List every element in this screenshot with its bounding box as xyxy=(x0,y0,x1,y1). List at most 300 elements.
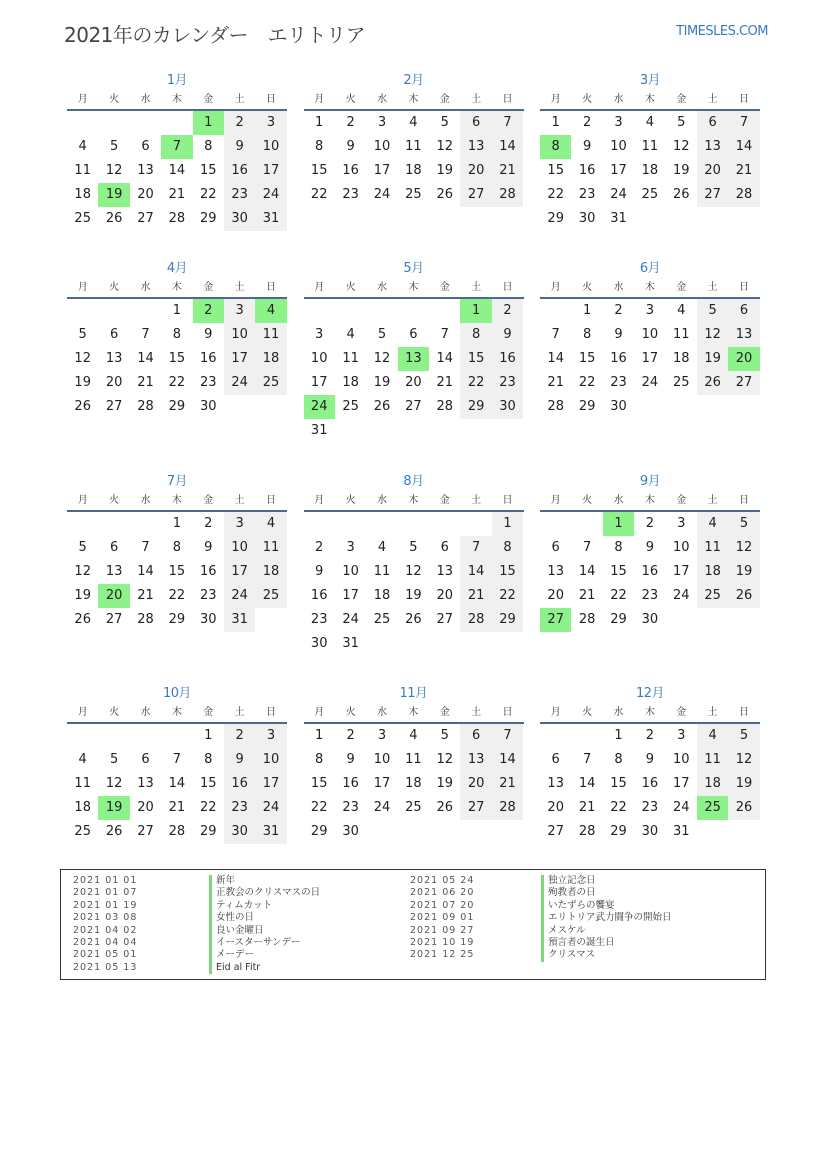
day-cell: 5 xyxy=(728,724,759,748)
empty-cell xyxy=(398,512,429,536)
day-cell: 30 xyxy=(578,211,596,226)
holiday-date: 2021 01 07 xyxy=(73,887,138,899)
weekday-label: 月 xyxy=(314,707,325,718)
day-cell: 10 xyxy=(255,748,286,772)
weekday-header xyxy=(540,279,760,299)
day-cell: 3 xyxy=(346,540,355,555)
day-cell: 28 xyxy=(492,183,523,207)
holiday-name: 新年 xyxy=(209,875,320,887)
day-cell: 4 xyxy=(409,728,418,743)
day-cell: 19 xyxy=(728,772,759,796)
empty-cell xyxy=(98,512,129,536)
holiday-day-cell: 1 xyxy=(193,111,224,135)
day-cell: 3 xyxy=(377,728,387,743)
weekday-label: 木 xyxy=(408,495,419,506)
day-cell: 13 xyxy=(105,351,123,366)
day-cell: 15 xyxy=(492,560,523,584)
day-cell: 16 xyxy=(578,163,596,178)
weekday-label: 土 xyxy=(471,495,482,506)
weekday-label: 火 xyxy=(109,282,120,293)
day-cell: 31 xyxy=(255,207,286,231)
holiday-day-cell: 19 xyxy=(98,796,129,820)
holiday-date: 2021 09 01 xyxy=(410,912,475,924)
day-cell: 25 xyxy=(255,584,286,608)
day-cell: 12 xyxy=(405,564,422,579)
day-cell: 9 xyxy=(346,752,355,767)
day-cell: 20 xyxy=(460,772,491,796)
day-cell: 18 xyxy=(697,560,728,584)
month-row xyxy=(67,260,760,473)
day-cell: 26 xyxy=(74,612,91,627)
day-cell: 27 xyxy=(105,399,123,414)
day-grid xyxy=(304,724,524,844)
day-cell: 11 xyxy=(697,536,728,560)
day-cell: 9 xyxy=(204,540,213,555)
day-cell: 6 xyxy=(460,111,491,135)
weekday-label: 水 xyxy=(613,94,624,105)
month-name: 5月 xyxy=(403,261,424,276)
weekday-label: 月 xyxy=(77,707,88,718)
holiday-name: ティムカット xyxy=(209,900,320,912)
day-cell: 2 xyxy=(315,540,324,555)
weekday-label: 日 xyxy=(502,495,513,506)
day-cell: 15 xyxy=(460,347,491,371)
day-cell: 22 xyxy=(492,584,523,608)
day-cell: 25 xyxy=(74,211,91,226)
day-cell: 16 xyxy=(641,564,659,579)
day-cell: 9 xyxy=(614,327,623,342)
day-cell: 11 xyxy=(255,323,286,347)
day-cell: 29 xyxy=(460,395,491,419)
day-cell: 1 xyxy=(172,516,181,531)
day-cell: 24 xyxy=(342,612,359,627)
day-grid xyxy=(304,111,524,207)
day-cell: 30 xyxy=(641,612,659,627)
weekday-label: 日 xyxy=(502,282,513,293)
day-cell: 23 xyxy=(224,183,255,207)
day-cell: 13 xyxy=(460,748,491,772)
day-cell: 21 xyxy=(137,588,154,603)
day-cell: 20 xyxy=(405,375,422,390)
weekday-label: 金 xyxy=(676,495,687,506)
day-cell: 24 xyxy=(255,796,286,820)
day-cell: 10 xyxy=(641,327,659,342)
day-cell: 3 xyxy=(377,115,387,130)
day-cell: 6 xyxy=(551,540,560,555)
empty-cell xyxy=(130,299,161,323)
weekday-label: 月 xyxy=(77,495,88,506)
day-cell: 2 xyxy=(346,115,355,130)
day-cell: 22 xyxy=(578,375,596,390)
day-cell: 28 xyxy=(728,183,759,207)
day-cell: 16 xyxy=(199,351,217,366)
weekday-label: 日 xyxy=(266,707,277,718)
day-cell: 15 xyxy=(310,776,328,791)
day-cell: 16 xyxy=(342,776,359,791)
day-cell: 18 xyxy=(74,187,91,202)
day-grid xyxy=(540,111,760,231)
day-cell: 8 xyxy=(204,752,213,767)
day-cell: 22 xyxy=(199,800,217,815)
day-cell: 4 xyxy=(377,540,387,555)
empty-cell xyxy=(67,111,98,135)
day-cell: 19 xyxy=(672,163,690,178)
calendar-grid xyxy=(67,72,760,844)
day-cell: 13 xyxy=(697,135,728,159)
holiday-day-cell: 25 xyxy=(697,796,728,820)
day-grid xyxy=(67,724,287,844)
day-cell: 24 xyxy=(672,800,690,815)
weekday-label: 金 xyxy=(676,282,687,293)
day-cell: 8 xyxy=(614,540,623,555)
empty-cell xyxy=(335,299,366,323)
day-cell: 3 xyxy=(315,327,324,342)
day-cell: 14 xyxy=(578,564,596,579)
day-cell: 27 xyxy=(405,399,422,414)
day-cell: 20 xyxy=(137,187,154,202)
month-block xyxy=(540,685,760,844)
day-cell: 31 xyxy=(672,824,690,839)
month-block xyxy=(304,473,524,685)
day-cell: 27 xyxy=(137,211,154,226)
day-cell: 13 xyxy=(547,564,564,579)
weekday-label: 火 xyxy=(345,282,356,293)
day-cell: 29 xyxy=(547,211,564,226)
weekday-label: 土 xyxy=(707,495,718,506)
weekday-header xyxy=(304,492,524,512)
holiday-name: いたずらの饗宴 xyxy=(541,900,672,912)
day-cell: 23 xyxy=(641,588,659,603)
day-cell: 22 xyxy=(168,588,186,603)
day-cell: 15 xyxy=(310,163,328,178)
month-block xyxy=(67,260,287,473)
day-cell: 28 xyxy=(168,824,186,839)
month-block xyxy=(540,473,760,685)
day-cell: 26 xyxy=(405,612,422,627)
empty-cell xyxy=(429,299,460,323)
day-grid xyxy=(67,512,287,632)
day-cell: 30 xyxy=(342,824,359,839)
month-block xyxy=(540,72,760,260)
empty-cell xyxy=(67,512,98,536)
day-cell: 10 xyxy=(310,351,328,366)
holiday-name: イースターサンデー xyxy=(209,937,320,949)
day-cell: 9 xyxy=(645,540,654,555)
day-cell: 22 xyxy=(310,187,328,202)
holiday-date: 2021 05 13 xyxy=(73,961,138,973)
month-name: 12月 xyxy=(635,686,665,701)
weekday-label: 木 xyxy=(644,94,655,105)
weekday-label: 日 xyxy=(739,282,750,293)
day-cell: 1 xyxy=(582,303,592,318)
weekday-header xyxy=(304,91,524,111)
weekday-label: 月 xyxy=(550,94,561,105)
day-cell: 13 xyxy=(137,776,154,791)
month-name: 2月 xyxy=(403,73,424,88)
weekday-header xyxy=(304,704,524,724)
weekday-label: 月 xyxy=(314,495,325,506)
day-cell: 6 xyxy=(141,139,150,154)
weekday-label: 水 xyxy=(376,282,387,293)
weekday-label: 火 xyxy=(582,495,593,506)
day-cell: 21 xyxy=(578,800,596,815)
holiday-day-cell: 20 xyxy=(98,584,129,608)
holiday-name: 預言者の誕生日 xyxy=(541,937,672,949)
day-cell: 26 xyxy=(728,584,759,608)
day-cell: 11 xyxy=(74,776,91,791)
day-cell: 28 xyxy=(578,612,596,627)
empty-cell xyxy=(540,724,571,748)
holiday-day-cell: 20 xyxy=(728,347,759,371)
weekday-label: 水 xyxy=(613,282,624,293)
day-cell: 29 xyxy=(492,608,523,632)
weekday-label: 月 xyxy=(77,282,88,293)
day-cell: 21 xyxy=(492,159,523,183)
weekday-label: 木 xyxy=(408,282,419,293)
legend-names-left xyxy=(209,875,320,974)
day-cell: 11 xyxy=(697,748,728,772)
weekday-label: 金 xyxy=(203,495,214,506)
holiday-date: 2021 01 01 xyxy=(73,875,138,886)
day-cell: 8 xyxy=(315,139,324,154)
empty-cell xyxy=(130,512,161,536)
holiday-name: 女性の日 xyxy=(209,912,320,924)
empty-cell xyxy=(67,724,98,748)
day-cell: 30 xyxy=(492,395,523,419)
weekday-label: 月 xyxy=(77,94,88,105)
holiday-date: 2021 04 02 xyxy=(73,924,138,936)
day-cell: 8 xyxy=(204,139,213,154)
holiday-date: 2021 12 25 xyxy=(410,949,475,961)
day-cell: 30 xyxy=(199,612,217,627)
day-cell: 30 xyxy=(310,636,328,651)
day-cell: 24 xyxy=(373,800,391,815)
day-cell: 21 xyxy=(168,800,186,815)
day-cell: 17 xyxy=(641,351,659,366)
weekday-label: 金 xyxy=(203,94,214,105)
weekday-label: 水 xyxy=(376,707,387,718)
day-cell: 27 xyxy=(137,824,154,839)
day-cell: 14 xyxy=(728,135,759,159)
weekday-label: 土 xyxy=(707,94,718,105)
day-cell: 21 xyxy=(460,584,491,608)
weekday-header xyxy=(540,492,760,512)
weekday-label: 日 xyxy=(266,282,277,293)
day-cell: 31 xyxy=(310,423,328,438)
empty-cell xyxy=(335,512,366,536)
holiday-date: 2021 09 27 xyxy=(410,924,475,936)
day-cell: 2 xyxy=(492,299,523,323)
holiday-name: メーデー xyxy=(209,949,320,961)
day-cell: 15 xyxy=(168,564,186,579)
holiday-day-cell: 8 xyxy=(540,135,571,159)
day-cell: 5 xyxy=(697,299,728,323)
weekday-label: 木 xyxy=(644,282,655,293)
weekday-label: 土 xyxy=(707,282,718,293)
weekday-label: 土 xyxy=(234,94,245,105)
day-cell: 11 xyxy=(405,139,422,154)
day-cell: 14 xyxy=(460,560,491,584)
empty-cell xyxy=(161,724,192,748)
day-cell: 15 xyxy=(578,351,596,366)
day-cell: 9 xyxy=(315,564,324,579)
empty-cell xyxy=(366,512,397,536)
day-cell: 5 xyxy=(440,115,449,130)
day-cell: 26 xyxy=(105,824,123,839)
month-name: 7月 xyxy=(166,474,188,489)
weekday-label: 日 xyxy=(739,94,750,105)
weekday-label: 火 xyxy=(582,282,593,293)
weekday-label: 月 xyxy=(314,94,325,105)
weekday-label: 金 xyxy=(439,94,450,105)
day-cell: 21 xyxy=(492,772,523,796)
day-cell: 14 xyxy=(168,163,186,178)
day-cell: 28 xyxy=(492,796,523,820)
day-cell: 2 xyxy=(204,516,213,531)
day-cell: 4 xyxy=(255,512,286,536)
day-cell: 22 xyxy=(199,187,217,202)
day-cell: 10 xyxy=(224,536,255,560)
day-cell: 15 xyxy=(199,776,217,791)
day-cell: 17 xyxy=(672,776,690,791)
day-cell: 3 xyxy=(224,299,255,323)
site-link[interactable]: TIMESLES.COM xyxy=(676,24,768,39)
month-block xyxy=(67,685,287,844)
day-cell: 11 xyxy=(641,139,659,154)
weekday-label: 火 xyxy=(345,707,356,718)
day-cell: 12 xyxy=(728,748,759,772)
weekday-label: 水 xyxy=(140,282,151,293)
empty-cell xyxy=(130,111,161,135)
day-cell: 14 xyxy=(168,776,186,791)
weekday-label: 木 xyxy=(408,707,419,718)
holiday-day-cell: 4 xyxy=(255,299,286,323)
day-cell: 10 xyxy=(224,323,255,347)
day-cell: 1 xyxy=(315,115,324,130)
day-cell: 30 xyxy=(224,820,255,844)
day-cell: 24 xyxy=(641,375,659,390)
day-cell: 25 xyxy=(74,824,91,839)
day-cell: 25 xyxy=(342,399,359,414)
day-cell: 5 xyxy=(677,115,686,130)
day-cell: 13 xyxy=(460,135,491,159)
day-cell: 10 xyxy=(255,135,286,159)
day-cell: 13 xyxy=(728,323,759,347)
weekday-label: 木 xyxy=(171,282,182,293)
day-grid xyxy=(540,512,760,632)
day-cell: 13 xyxy=(547,776,564,791)
day-cell: 4 xyxy=(697,512,728,536)
weekday-label: 火 xyxy=(582,94,593,105)
day-cell: 14 xyxy=(137,564,154,579)
day-cell: 3 xyxy=(255,724,286,748)
day-cell: 11 xyxy=(405,752,422,767)
holiday-day-cell: 27 xyxy=(540,608,571,632)
day-cell: 9 xyxy=(204,327,213,342)
weekday-header xyxy=(304,279,524,299)
day-cell: 28 xyxy=(436,399,454,414)
day-cell: 1 xyxy=(172,303,181,318)
day-cell: 23 xyxy=(199,375,217,390)
day-cell: 7 xyxy=(492,724,523,748)
day-cell: 9 xyxy=(582,139,592,154)
weekday-label: 水 xyxy=(376,495,387,506)
empty-cell xyxy=(571,724,602,748)
day-cell: 4 xyxy=(346,327,355,342)
day-cell: 26 xyxy=(105,211,123,226)
day-cell: 19 xyxy=(697,347,728,371)
weekday-label: 火 xyxy=(345,94,356,105)
day-cell: 24 xyxy=(224,584,255,608)
day-cell: 4 xyxy=(697,724,728,748)
weekday-header xyxy=(540,704,760,724)
holiday-legend xyxy=(60,869,766,980)
holiday-date: 2021 03 08 xyxy=(73,912,138,924)
day-cell: 16 xyxy=(224,159,255,183)
holiday-day-cell: 1 xyxy=(603,512,634,536)
day-cell: 21 xyxy=(436,375,454,390)
day-cell: 20 xyxy=(547,588,564,603)
day-cell: 10 xyxy=(610,139,627,154)
day-cell: 23 xyxy=(641,800,659,815)
day-grid xyxy=(304,512,524,656)
day-cell: 18 xyxy=(672,351,690,366)
day-cell: 3 xyxy=(255,111,286,135)
day-cell: 18 xyxy=(373,588,391,603)
day-cell: 11 xyxy=(255,536,286,560)
day-cell: 13 xyxy=(436,564,454,579)
day-cell: 15 xyxy=(610,776,627,791)
month-block xyxy=(304,260,524,473)
day-cell: 12 xyxy=(697,323,728,347)
day-cell: 25 xyxy=(672,375,690,390)
day-cell: 17 xyxy=(342,588,359,603)
day-cell: 7 xyxy=(141,540,150,555)
page-title: 2021年のカレンダー エリトリア xyxy=(64,23,366,47)
day-cell: 29 xyxy=(168,399,186,414)
holiday-date: 2021 06 20 xyxy=(410,887,475,899)
day-cell: 17 xyxy=(373,776,391,791)
day-cell: 5 xyxy=(109,752,119,767)
month-block xyxy=(304,72,524,260)
holiday-date: 2021 07 20 xyxy=(410,899,475,911)
weekday-label: 日 xyxy=(502,707,513,718)
weekday-label: 日 xyxy=(266,94,277,105)
holiday-day-cell: 13 xyxy=(398,347,429,371)
empty-cell xyxy=(540,299,571,323)
empty-cell xyxy=(67,299,98,323)
day-cell: 6 xyxy=(697,111,728,135)
day-cell: 22 xyxy=(460,371,491,395)
day-cell: 18 xyxy=(255,347,286,371)
day-cell: 14 xyxy=(436,351,454,366)
weekday-header xyxy=(67,704,287,724)
holiday-name: 独立記念日 xyxy=(541,875,672,887)
day-cell: 6 xyxy=(551,752,560,767)
day-cell: 2 xyxy=(645,516,654,531)
month-row xyxy=(67,685,760,844)
weekday-label: 土 xyxy=(234,282,245,293)
day-cell: 7 xyxy=(582,540,592,555)
day-cell: 6 xyxy=(109,327,119,342)
weekday-label: 木 xyxy=(171,495,182,506)
month-name: 11月 xyxy=(399,686,428,701)
weekday-label: 土 xyxy=(471,282,482,293)
day-cell: 28 xyxy=(137,399,154,414)
holiday-day-cell: 7 xyxy=(161,135,192,159)
day-cell: 4 xyxy=(645,115,654,130)
day-cell: 19 xyxy=(74,588,91,603)
